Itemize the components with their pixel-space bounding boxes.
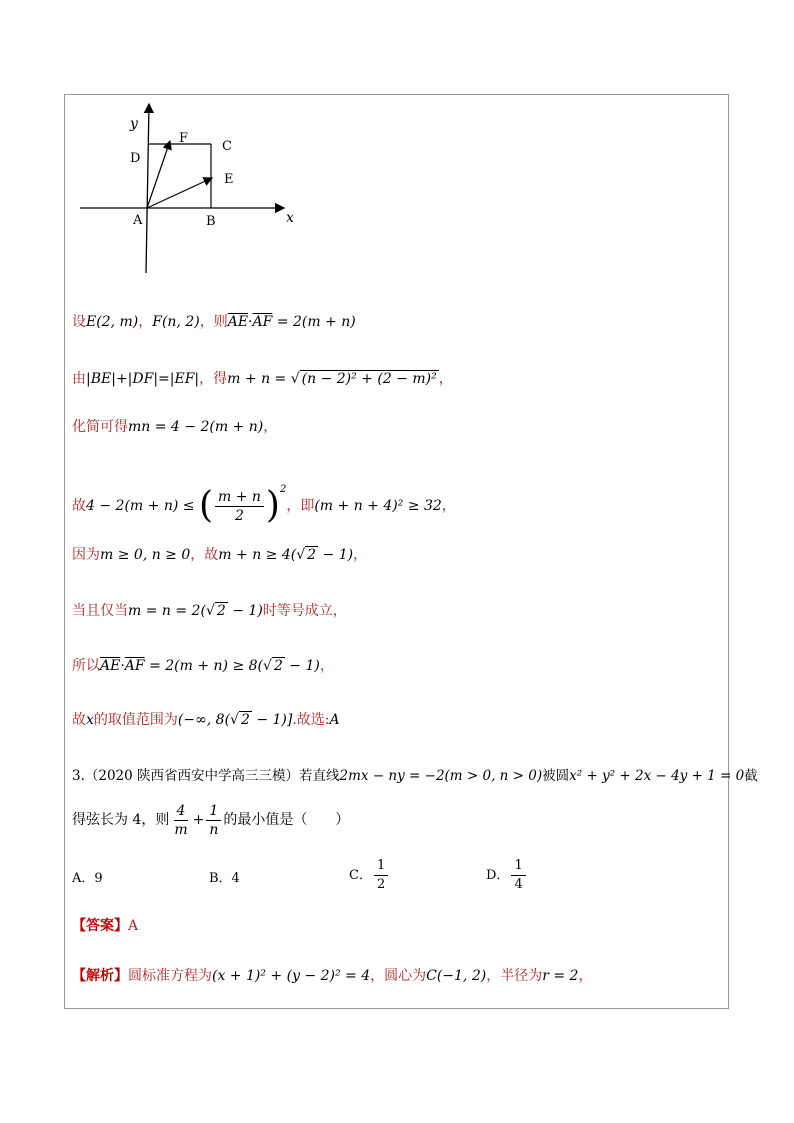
circle-standard-equation: (x + 1)² + (y − 2)² = 4	[212, 968, 371, 984]
option-d	[486, 856, 528, 896]
sqrt-arg: 2	[307, 547, 317, 563]
label-y: y	[130, 116, 138, 132]
label-b: B	[206, 214, 216, 229]
solution-line-2: 由|BE|+|DF|=|EF|，得m + n = √ (n − 2)² + (2 − m)² ，	[72, 371, 453, 387]
math: = 2(m + n) ≥ 8(	[144, 658, 264, 674]
fraction: $\frac{1}{4}$	[511, 857, 525, 894]
math: m + n ≥ 4(	[218, 547, 297, 563]
text: ，则	[199, 314, 228, 330]
dot: ·	[248, 314, 253, 330]
math: F(n, 2)	[152, 314, 200, 330]
math: x	[86, 712, 94, 728]
sqrt-expression: (n − 2)² + (2 − m)²	[301, 371, 437, 387]
math: E(2, m)	[86, 314, 139, 330]
text: ，即	[286, 498, 315, 514]
text: 得弦长为 4，则	[72, 812, 170, 828]
label-x: x	[286, 210, 294, 226]
text: 3.（2020 陕西省西安中学高三三模）若直线	[72, 768, 340, 784]
option-c	[349, 856, 390, 896]
vector-ae	[147, 178, 212, 208]
analysis-tag: 【解析】	[72, 968, 128, 984]
label-a: A	[133, 213, 143, 228]
label-e: E	[224, 172, 234, 187]
solution-line-4: 故4 − 2(m + n) ≤ ( $\frac{m + n}{2}$ )$^2$，即(m + n + 4)² ≥ 32，	[72, 484, 456, 526]
solution-line-8: 故x的取值范围为(−∞, 8(√ 2 − 1)].故选:A	[72, 712, 340, 728]
option-b: B．4	[209, 871, 240, 886]
center: C(−1, 2)	[426, 968, 487, 984]
math: − 1)	[318, 547, 354, 563]
vector-af: $\overline{AF}$	[124, 658, 145, 674]
text: 时等号成立，	[262, 603, 347, 619]
text: 的取值范围为	[93, 712, 178, 728]
problem-3-stem	[72, 766, 758, 786]
text: 的最小值是（ ）	[223, 812, 350, 828]
text: 因为	[72, 547, 100, 563]
radius: r = 2	[542, 968, 579, 984]
text: 当且仅当	[72, 603, 128, 619]
text: ，圆心为	[370, 968, 427, 984]
text: 被圆	[542, 768, 570, 784]
text: 设	[72, 314, 86, 330]
math: mn = 4 − 2(m + n)	[128, 419, 264, 435]
text: ，	[319, 658, 334, 674]
answer-line	[72, 916, 138, 936]
dot: ·	[120, 658, 125, 674]
sqrt-arg: 2	[240, 712, 250, 728]
math: m = n = 2(	[128, 603, 206, 619]
solution-line-1	[72, 312, 356, 332]
math: − 1)]	[251, 712, 293, 728]
text: ，半径为	[486, 968, 543, 984]
text: 由	[72, 371, 86, 387]
math: m ≥ 0, n ≥ 0	[100, 547, 191, 563]
text: ，	[353, 547, 368, 563]
sqrt-arg: 2	[273, 658, 283, 674]
vector-ae: $\overline{AE}$	[100, 658, 121, 674]
text: .故选:	[292, 712, 330, 728]
answer-tag: 【答案】	[72, 918, 128, 934]
text: ，	[578, 968, 593, 984]
solution-line-6: 当且仅当m = n = 2(√ 2 − 1)时等号成立，	[72, 603, 347, 619]
problem-3-question	[72, 800, 349, 840]
math: = 2(m + n)	[272, 314, 356, 330]
vector-af	[147, 141, 170, 208]
label-f: F	[179, 131, 189, 146]
text: 化简可得	[72, 419, 128, 435]
text: ，故	[190, 547, 219, 563]
solution-line-3	[72, 417, 277, 437]
label-d: D	[130, 151, 141, 166]
solution-line-7: 所以$\overline{AE}\cdot\overline{AF} = 2(m + n) \ge 8(√$ 2 − 1)，	[72, 658, 334, 674]
text: 截	[744, 768, 758, 784]
text: ，	[441, 498, 456, 514]
circle-equation: x² + y² + 2x − 4y + 1 = 0	[569, 768, 745, 784]
text: ，	[138, 314, 153, 330]
fraction: $\frac{1}{2}$	[374, 857, 388, 894]
exponent: 2	[279, 484, 287, 495]
fraction: $\frac{m + n}{2}$	[215, 488, 264, 525]
vector-ae: $\overline{AE}$	[227, 314, 249, 330]
answer-letter: A	[329, 712, 340, 728]
text: ，	[263, 419, 278, 435]
math: 4 − 2(m + n) ≤	[86, 498, 199, 514]
fraction-1-over-n: $\frac{1}{n}$	[206, 802, 221, 839]
text: ，得	[199, 371, 228, 387]
option-label: D．	[486, 868, 510, 883]
text: ，	[438, 371, 453, 387]
line-equation: 2mx − ny = −2(m > 0, n > 0)	[339, 768, 543, 784]
label-c: C	[222, 139, 232, 154]
solution-line-5: 因为m ≥ 0, n ≥ 0，故m + n ≥ 4(√ 2 − 1)，	[72, 547, 368, 563]
plus: +	[192, 812, 205, 828]
math: − 1)	[227, 603, 263, 619]
text: 所以	[72, 658, 100, 674]
text: 故	[72, 712, 86, 728]
math: m + n =	[227, 371, 291, 387]
option-a: A．9	[72, 871, 103, 886]
fraction-4-over-m: $\frac{4}{m}$	[174, 802, 188, 838]
text: 圆标准方程为	[128, 968, 212, 984]
sqrt-arg: 2	[216, 603, 226, 619]
y-axis	[146, 104, 149, 273]
answer-value: A	[128, 918, 139, 934]
math: − 1)	[284, 658, 320, 674]
math: (−∞, 8(	[177, 712, 231, 728]
vector-af: $\overline{AF}$	[252, 314, 273, 330]
text: 故	[72, 498, 86, 514]
analysis-line	[72, 966, 592, 986]
coordinate-diagram	[72, 98, 312, 280]
option-label: C．	[349, 868, 372, 883]
math: (m + n + 4)² ≥ 32	[314, 498, 442, 514]
math: |BE|+|DF|=|EF|	[86, 371, 200, 387]
